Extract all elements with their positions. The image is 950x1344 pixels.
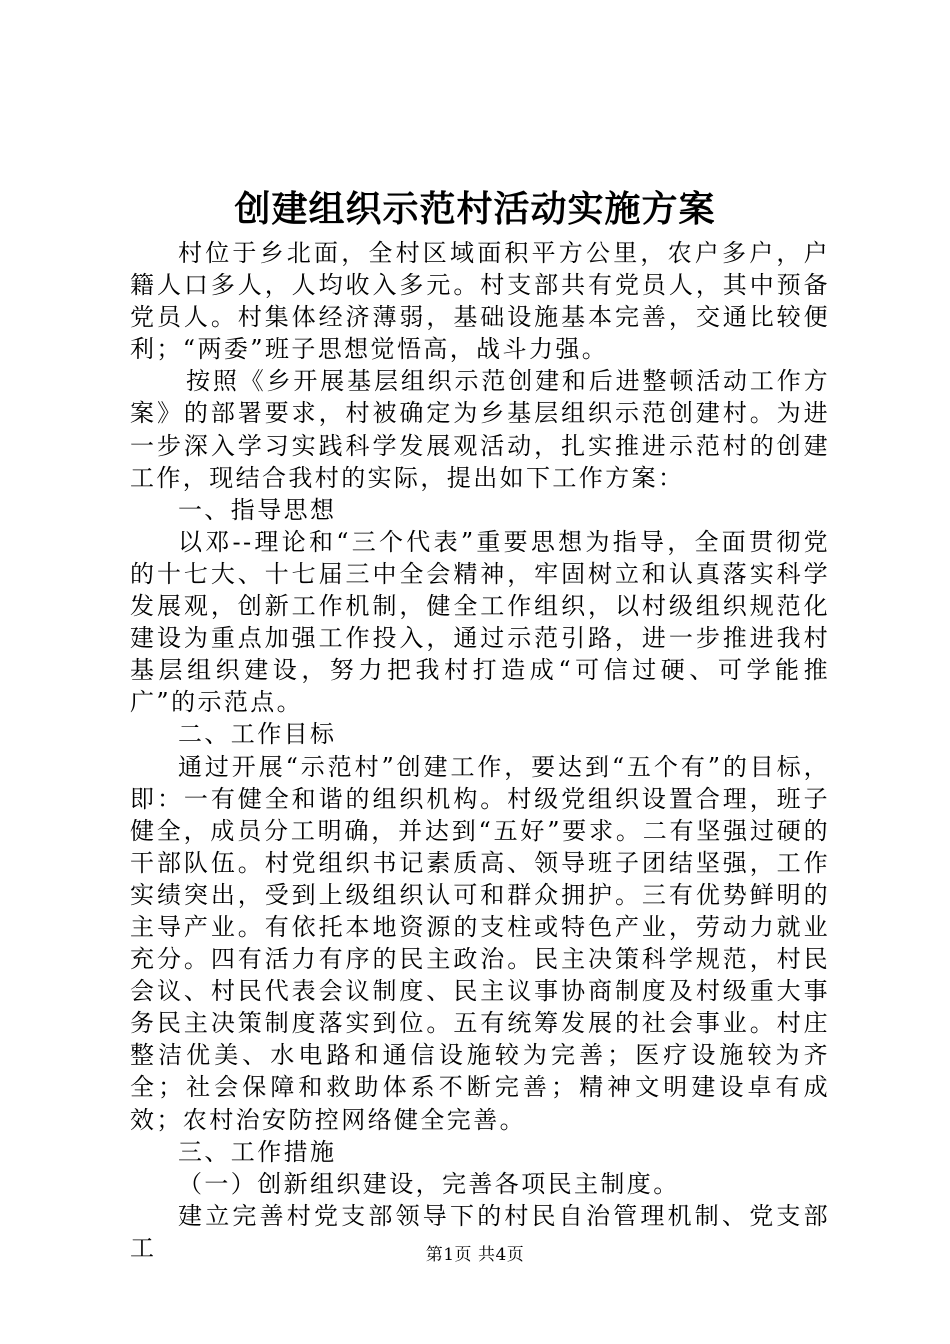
paragraph-guiding-ideology: 以邓--理论和“三个代表”重要思想为指导，全面贯彻党的十七大、十七届三中全会精神，牢固树立和认真落实科学发展观，创新工作机制，健全工作组织，以村级组织规范化建设为重点加强工作投入，通过示范引路，进一步推进我村基层组织建设，努力把我村打造成“可信过硬、可学能推广”的示范点。 — [130, 527, 830, 717]
paragraph-village-overview: 村位于乡北面，全村区域面积平方公里，农户多户，户籍人口多人，人均收入多元。村支部共有党员人，其中预备党员人。村集体经济薄弱，基础设施基本完善，交通比较便利；“两委”班子思想觉悟高，战斗力强。 — [130, 239, 830, 364]
page-footer: 第1页 共4页 — [425, 1245, 525, 1265]
document-title: 创建组织示范村活动实施方案 — [234, 188, 716, 230]
paragraph-organization: 建立完善村党支部领导下的村民自治管理机制、党支部工 — [130, 1201, 830, 1262]
section-heading-guiding-ideology: 一、指导思想 — [178, 495, 337, 524]
subsection-heading-organization: （一）创新组织建设，完善各项民主制度。 — [178, 1169, 680, 1198]
paragraph-work-goals: 通过开展“示范村”创建工作，要达到“五个有”的目标，即：一有健全和谐的组织机构。村级党组织设置合理，班子健全，成员分工明确，并达到“五好”要求。二有坚强过硬的干部队伍。村党组织书记素质高、领导班子团结坚强，工作实绩突出，受到上级组织认可和群众拥护。三有优势鲜明的主导产业。有依托本地资源的支柱或特色产业，劳动力就业充分。四有活力有序的民主政治。民主决策科学规范，村民会议、村民代表会议制度、民主议事协商制度及村级重大事务民主决策制度落实到位。五有统筹发展的社会事业。村庄整洁优美、水电路和通信设施较为完善；医疗设施较为齐全；社会保障和救助体系不断完善；精神文明建设卓有成效；农村治安防控网络健全完善。 — [130, 752, 830, 1134]
section-heading-work-goals: 二、工作目标 — [178, 720, 337, 749]
document-body — [130, 237, 830, 1264]
paragraph-background: 按照《乡开展基层组织示范创建和后进整顿活动工作方案》的部署要求，村被确定为乡基层组织示范创建村。为进一步深入学习实践科学发展观活动，扎实推进示范村的创建工作，现结合我村的实际，提出如下工作方案： — [130, 367, 830, 492]
section-heading-work-measures: 三、工作措施 — [178, 1137, 337, 1166]
